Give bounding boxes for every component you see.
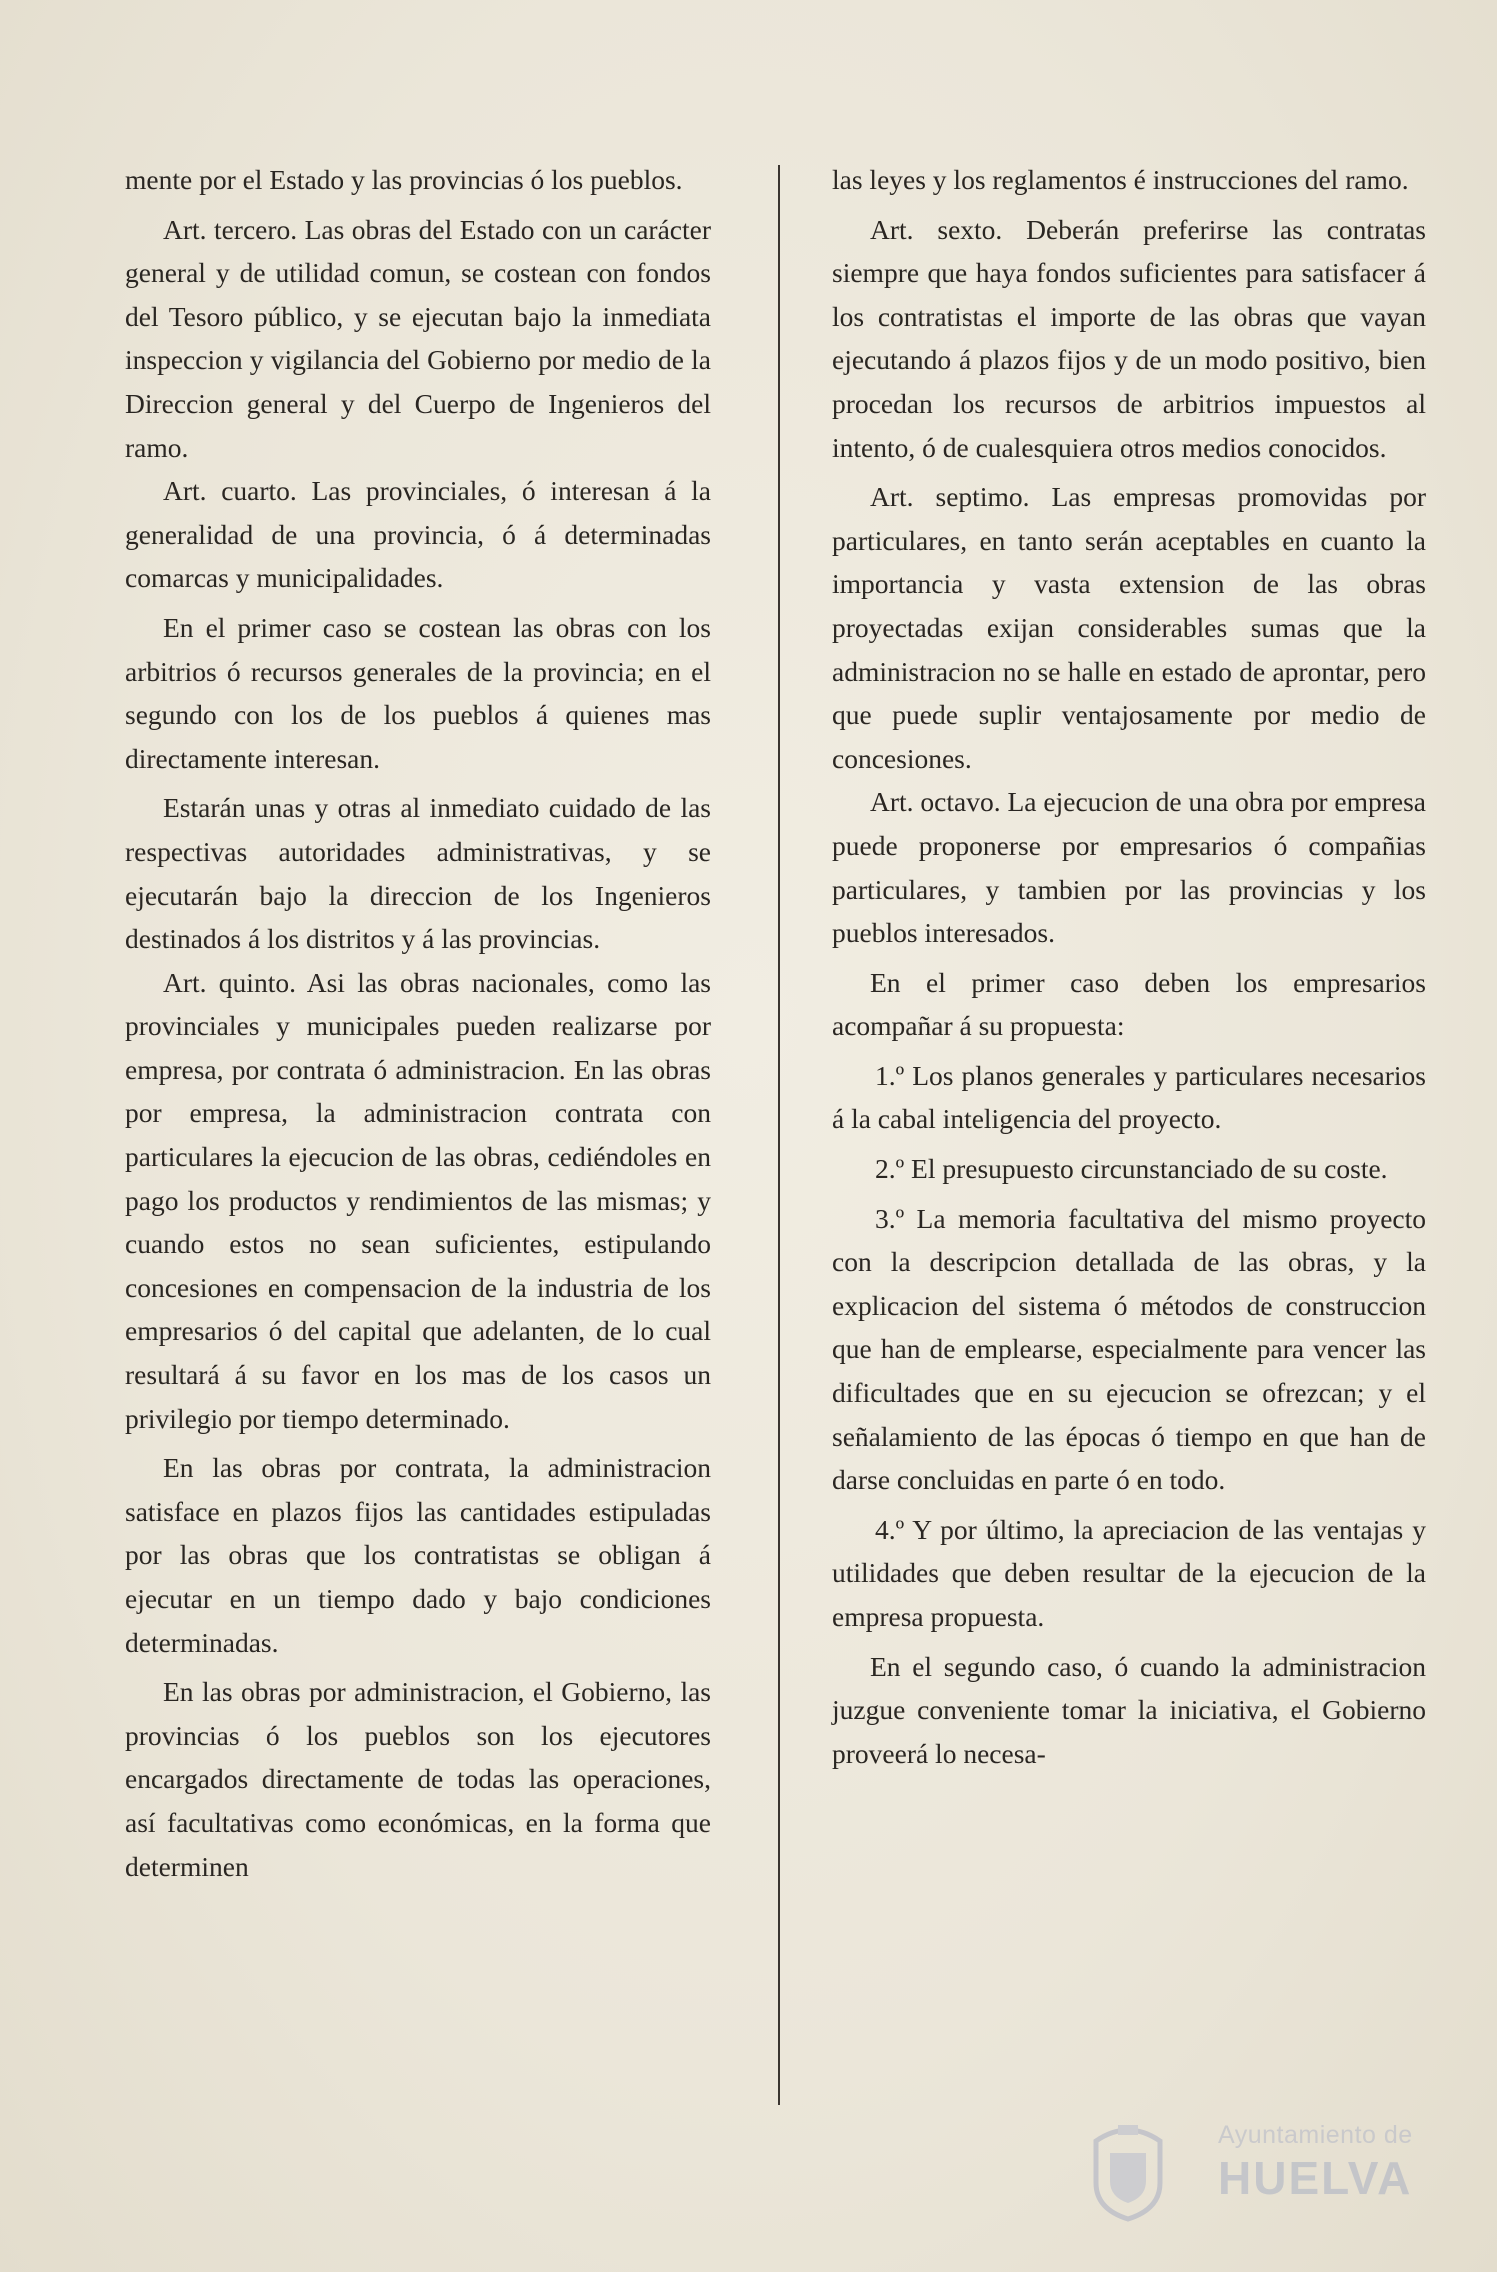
- paragraph: Estarán unas y otras al inmediato cuidado de las respectivas autoridades administrativas, y se ejecutarán bajo la direccion de los Ingenieros destinados á los distritos y á las provincias.: [125, 792, 711, 955]
- left-text-column: [125, 158, 711, 1888]
- article-paragraph: Art. cuarto. Las provinciales, ó interesan á la generalidad de una provincia, ó á determinadas comarcas y municipalidades.: [125, 475, 711, 594]
- paragraph: En las obras por administracion, el Gobierno, las provincias ó los pueblos son los ejecutores encargados directamente de todas las operaciones, así facultativas como económicas, en la forma que determinen: [125, 1676, 711, 1882]
- article-paragraph: Art. sexto. Deberán preferirse las contratas siempre que haya fondos suficientes para satisfacer á los contratistas el importe de las obras que vayan ejecutando á plazos fijos y de un modo positivo, bien procedan los recursos de arbitrios impuestos al intento, ó de cualesquiera otros medios conocidos.: [832, 213, 1426, 463]
- article-paragraph: Art. octavo. La ejecucion de una obra por empresa puede proponerse por empresarios ó compañias particulares, y tambien por las provincias y los pueblos interesados.: [832, 786, 1426, 949]
- list-item: 1.º Los planos generales y particulares necesarios á la cabal inteligencia del proyecto.: [832, 1059, 1426, 1135]
- paragraph: mente por el Estado y las provincias ó los pueblos.: [125, 164, 683, 195]
- watermark-text: Ayuntamiento de: [1218, 2121, 1413, 2149]
- list-item: 3.º La memoria facultativa del mismo proyecto con la descripcion detallada de las obras, y la explicacion del sistema ó métodos de construccion que han de emplearse, especialmente para vencer las dificultades que en su ejecucion se ofrezcan; y el señalamiento de las épocas ó tiempo en que han de darse concluidas en parte ó en todo.: [832, 1202, 1426, 1496]
- right-text-column: [832, 158, 1426, 1775]
- paragraph: En el primer caso se costean las obras con los arbitrios ó recursos generales de la provincia; en el segundo con los de los pueblos á quienes mas directamente interesan.: [125, 611, 711, 774]
- coat-of-arms-icon: [1088, 2113, 1168, 2223]
- article-paragraph: Art. quinto. Asi las obras nacionales, como las provinciales y municipales pueden realizarse por empresa, por contrata ó administracion. En las obras por empresa, la administracion contrata con particulares la ejecucion de las obras, cediéndoles en pago los productos y rendimientos de las mismas; y cuando estos no sean suficientes, estipulando concesiones en compensacion de la industria de los empresarios ó del capital que adelanten, de lo cual resultará á su favor en los mas de los casos un privilegio por tiempo determinado.: [125, 966, 711, 1434]
- article-paragraph: Art. tercero. Las obras del Estado con un carácter general y de utilidad comun, se costean con fondos del Tesoro público, y se ejecutan bajo la inmediata inspeccion y vigilancia del Gobierno por medio de la Direccion general y del Cuerpo de Ingenieros del ramo.: [125, 213, 711, 463]
- article-paragraph: Art. septimo. Las empresas promovidas por particulares, en tanto serán aceptables en cuanto la importancia y vasta extension de las obras proyectadas exijan considerables sumas que la administracion no se halle en estado de aprontar, pero que puede suplir ventajosamente por medio de concesiones.: [832, 481, 1426, 774]
- list-item: 4.º Y por último, la apreciacion de las ventajas y utilidades que deben resultar de la ejecucion de la empresa propuesta.: [832, 1513, 1426, 1632]
- paragraph: En las obras por contrata, la administracion satisface en plazos fijos las cantidades estipuladas por las obras que los contratistas se obligan á ejecutar en un tiempo dado y bajo condiciones determinadas.: [125, 1452, 711, 1658]
- list-item: 2.º El presupuesto circunstanciado de su coste.: [875, 1153, 1388, 1185]
- watermark-logo: [1088, 2105, 1428, 2255]
- column-divider: [778, 165, 780, 2105]
- paragraph: las leyes y los reglamentos é instrucciones del ramo.: [832, 164, 1409, 195]
- paragraph: En el segundo caso, ó cuando la administracion juzgue conveniente tomar la iniciativa, el Gobierno proveerá lo necesa-: [832, 1650, 1426, 1769]
- watermark-title: HUELVA: [1218, 2152, 1413, 2204]
- paragraph: En el primer caso deben los empresarios acompañar á su propuesta:: [832, 966, 1426, 1042]
